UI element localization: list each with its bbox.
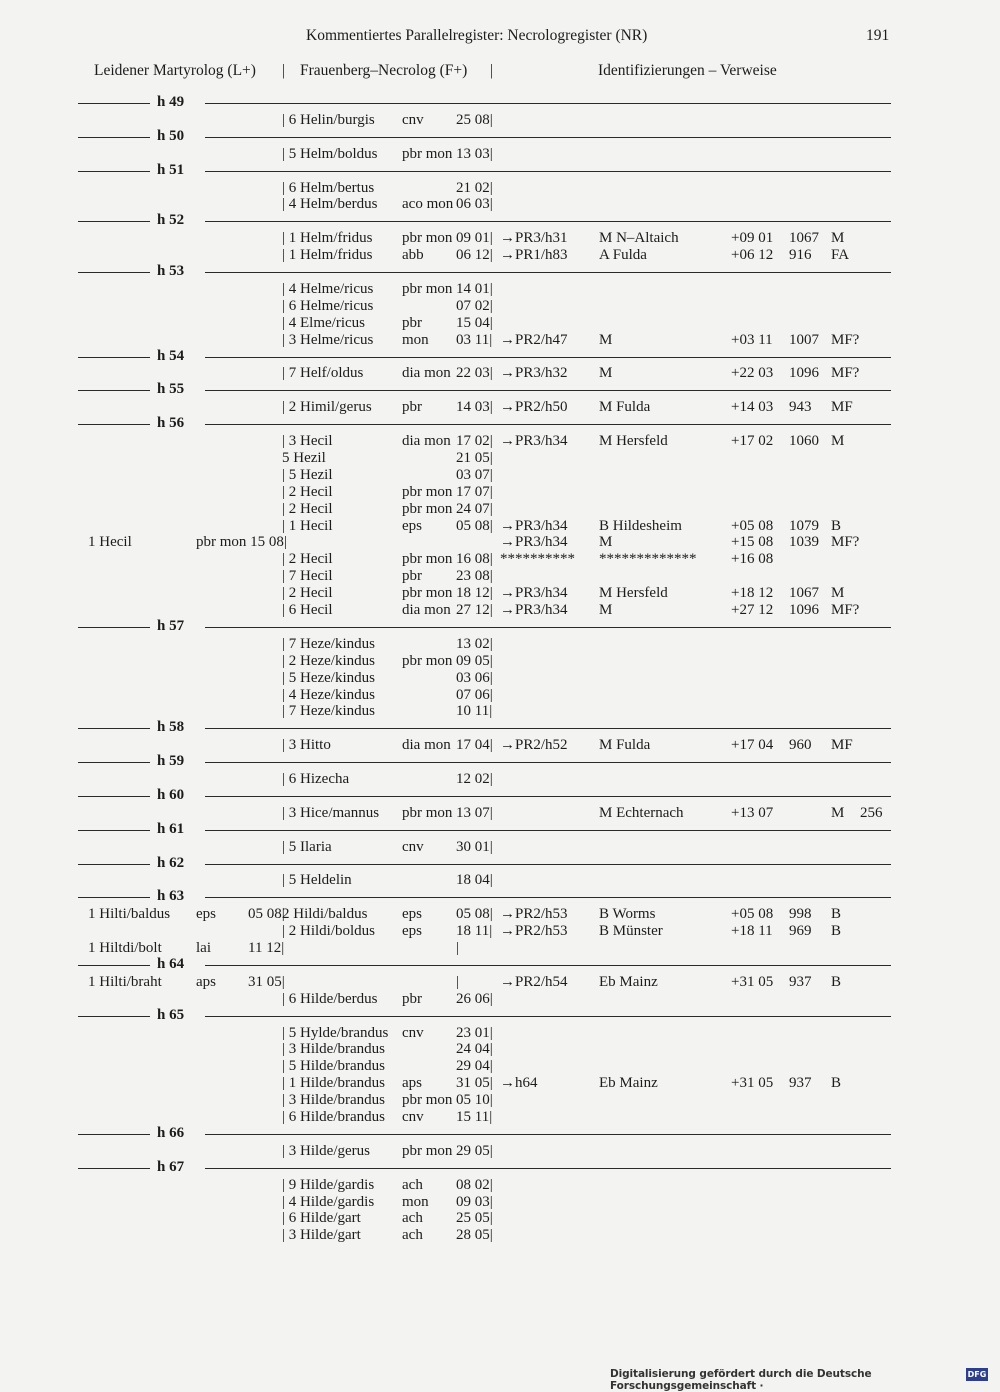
section-label: h 63 <box>157 888 185 905</box>
rule-line <box>205 864 891 865</box>
frauenberg-name: | 6 Hilde/gart <box>282 1210 361 1227</box>
death-date: +05 08 <box>731 906 774 923</box>
identification: M <box>599 365 613 382</box>
source-code: MF? <box>831 534 860 551</box>
footer-credit: Digitalisierung gefördert durch die Deutsche Forschungsgemeinschaft · <box>610 1368 872 1392</box>
death-date: +31 05 <box>731 1075 774 1092</box>
frauenberg-title: pbr mon <box>402 145 453 162</box>
section-label: h 54 <box>157 347 185 364</box>
frauenberg-title: eps <box>402 906 422 923</box>
identification: B Münster <box>599 923 663 940</box>
frauenberg-name: | 2 Hecil <box>282 483 333 500</box>
rule-line <box>78 221 150 222</box>
frauenberg-date: | <box>456 973 460 990</box>
frauenberg-name: | 2 Hecil <box>282 585 333 602</box>
frauenberg-title: pbr mon <box>402 280 453 297</box>
frauenberg-date: 25 05| <box>456 1210 493 1227</box>
identification: ************* <box>599 551 697 568</box>
cross-reference: →PR3/h32 <box>500 365 568 382</box>
identification: Eb Mainz <box>599 1075 658 1092</box>
cross-reference: →PR2/h53 <box>500 923 568 940</box>
frauenberg-name: | 6 Hilde/brandus <box>282 1109 385 1125</box>
frauenberg-date: 17 07| <box>456 483 493 500</box>
frauenberg-name: | 1 Helm/fridus <box>282 230 373 247</box>
frauenberg-name: | 7 Helf/oldus <box>282 365 364 382</box>
death-date: +17 04 <box>731 737 774 754</box>
death-year: 1079 <box>789 517 819 534</box>
frauenberg-name: | 2 Hildi/boldus <box>282 923 376 940</box>
frauenberg-name: | 5 Helm/boldus <box>282 145 378 162</box>
rule-line <box>205 357 891 358</box>
frauenberg-date: 06 12| <box>456 247 493 264</box>
frauenberg-name: | 1 Hilde/brandus <box>282 1075 385 1092</box>
identification: M <box>599 602 613 618</box>
dfg-logo: DFG <box>967 1370 987 1379</box>
frauenberg-name: | 1 Helm/fridus <box>282 247 373 264</box>
frauenberg-name: | 4 Helme/ricus <box>282 280 374 297</box>
cross-reference: →PR3/h34 <box>500 517 568 534</box>
frauenberg-date: 05 08| <box>456 517 493 534</box>
source-code: MF <box>831 399 853 416</box>
rule-line <box>205 1168 891 1169</box>
death-year: 998 <box>789 906 812 923</box>
death-year: 960 <box>789 737 812 754</box>
leiden-name: 1 Hilti/baldus <box>88 906 171 923</box>
cross-reference: →PR3/h34 <box>500 433 568 449</box>
frauenberg-date: 24 07| <box>456 500 493 517</box>
frauenberg-name: | 5 Hezil <box>282 466 333 483</box>
frauenberg-title: pbr mon <box>402 230 453 247</box>
leiden-title: pbr mon 15 08| <box>196 534 287 551</box>
frauenberg-date: | <box>456 940 460 956</box>
section-label: h 51 <box>157 161 185 178</box>
frauenberg-title: pbr mon <box>402 500 453 517</box>
death-year: 937 <box>789 1075 812 1092</box>
frauenberg-date: 03 11| <box>456 331 493 348</box>
source-code: MF <box>831 737 853 754</box>
frauenberg-date: 25 08| <box>456 111 493 128</box>
frauenberg-title: cnv <box>402 838 424 855</box>
death-date: +16 08 <box>731 551 774 568</box>
frauenberg-title: dia mon <box>402 433 451 449</box>
rule-line <box>78 965 150 966</box>
frauenberg-date: 06 03| <box>456 196 493 213</box>
identification: Eb Mainz <box>599 973 658 990</box>
death-date: +17 02 <box>731 433 774 449</box>
cross-reference: ********** <box>500 551 575 568</box>
frauenberg-date: 18 12| <box>456 585 493 602</box>
rule-line <box>205 272 891 273</box>
frauenberg-name: | 3 Hice/mannus <box>282 804 380 821</box>
leiden-name: 1 Hilti/braht <box>88 973 162 990</box>
frauenberg-date: 14 01| <box>456 280 493 297</box>
rule-line <box>78 864 150 865</box>
frauenberg-date: 16 08| <box>456 551 493 568</box>
frauenberg-name: | 6 Helin/burgis <box>282 111 375 128</box>
identification: M Fulda <box>599 737 651 754</box>
frauenberg-title: pbr <box>402 990 422 1007</box>
rule-line <box>205 103 891 104</box>
identification: M Fulda <box>599 399 651 416</box>
identification: M <box>599 534 613 551</box>
rule-line <box>78 390 150 391</box>
frauenberg-date: 03 06| <box>456 669 493 686</box>
cross-reference: →PR2/h54 <box>500 973 568 990</box>
frauenberg-name: | 7 Hecil <box>282 568 333 585</box>
section-label: h 67 <box>157 1158 185 1175</box>
source-code: B <box>831 1075 842 1092</box>
rule-line <box>78 103 150 104</box>
rule-line <box>78 424 150 425</box>
death-date: +22 03 <box>731 365 774 382</box>
frauenberg-date: 17 02| <box>456 433 493 449</box>
frauenberg-title: aps <box>402 1075 422 1092</box>
frauenberg-title: cnv <box>402 111 424 128</box>
section-label: h 57 <box>157 617 185 634</box>
frauenberg-date: 23 01| <box>456 1024 493 1041</box>
section-label: h 56 <box>157 415 185 432</box>
section-label: h 50 <box>157 127 185 144</box>
column-header-leiden: Leidener Martyrolog (L+) <box>94 62 256 79</box>
rule-line <box>205 171 891 172</box>
death-year: 1007 <box>789 331 819 348</box>
rule-line <box>205 1134 891 1135</box>
frauenberg-date: 09 01| <box>456 230 493 247</box>
frauenberg-name: | 3 Hilde/brandus <box>282 1041 385 1058</box>
frauenberg-title: pbr mon <box>402 1142 453 1159</box>
rule-line <box>78 728 150 729</box>
frauenberg-name: | 3 Hecil <box>282 433 333 449</box>
source-code: MF? <box>831 331 860 348</box>
frauenberg-name: | 7 Heze/kindus <box>282 703 375 720</box>
frauenberg-date: 31 05| <box>456 1075 493 1092</box>
cross-reference: →PR2/h47 <box>500 331 568 348</box>
frauenberg-date: 10 11| <box>456 703 493 720</box>
frauenberg-name: | 5 Ilaria <box>282 838 332 855</box>
frauenberg-title: cnv <box>402 1109 424 1125</box>
cross-reference: →PR2/h52 <box>500 737 568 754</box>
frauenberg-name: | 4 Helm/berdus <box>282 196 378 213</box>
frauenberg-title: cnv <box>402 1024 424 1041</box>
frauenberg-title: pbr mon <box>402 483 453 500</box>
cross-reference: →h64 <box>500 1075 538 1092</box>
frauenberg-date: 13 03| <box>456 145 493 162</box>
leiden-title: lai <box>196 940 211 956</box>
frauenberg-title: pbr <box>402 399 422 416</box>
death-date: +27 12 <box>731 602 774 618</box>
rule-line <box>78 1168 150 1169</box>
section-label: h 53 <box>157 263 185 279</box>
frauenberg-name: | 6 Hilde/berdus <box>282 990 378 1007</box>
frauenberg-name: | 6 Helme/ricus <box>282 297 374 314</box>
frauenberg-title: pbr mon <box>402 585 453 602</box>
cross-reference: →PR2/h50 <box>500 399 568 416</box>
frauenberg-title: dia mon <box>402 737 451 754</box>
death-date: +13 07 <box>731 804 774 821</box>
source-code: MF? <box>831 602 860 618</box>
rule-line <box>78 627 150 628</box>
frauenberg-title: eps <box>402 923 422 940</box>
frauenberg-date: 17 04| <box>456 737 493 754</box>
death-year: 916 <box>789 247 812 264</box>
identification: B Worms <box>599 906 656 923</box>
frauenberg-name: | 3 Hilde/gerus <box>282 1142 370 1159</box>
frauenberg-title: pbr mon <box>402 652 453 669</box>
page-number: 191 <box>866 27 890 44</box>
rule-line <box>205 897 891 898</box>
cross-reference: →PR1/h83 <box>500 247 568 264</box>
rule-line <box>205 796 891 797</box>
identification: A Fulda <box>599 247 647 264</box>
cross-reference: →PR3/h31 <box>500 230 568 247</box>
death-year: 1039 <box>789 534 819 551</box>
death-date: +15 08 <box>731 534 774 551</box>
rule-line <box>78 762 150 763</box>
death-date: +03 11 <box>731 331 773 348</box>
frauenberg-date: 08 02| <box>456 1176 493 1193</box>
frauenberg-name: | 3 Helme/ricus <box>282 331 374 348</box>
death-date: +18 11 <box>731 923 773 940</box>
frauenberg-name: | 5 Hilde/brandus <box>282 1058 385 1075</box>
rule-line <box>205 221 891 222</box>
frauenberg-title: dia mon <box>402 365 451 382</box>
frauenberg-name: 2 Hildi/baldus <box>282 906 368 923</box>
rule-line <box>78 830 150 831</box>
frauenberg-title: pbr <box>402 314 422 331</box>
section-label: h 64 <box>157 955 185 972</box>
section-label: h 60 <box>157 786 185 803</box>
rule-line <box>205 830 891 831</box>
frauenberg-name: | 1 Hecil <box>282 517 333 534</box>
frauenberg-name: | 6 Hizecha <box>282 771 350 787</box>
frauenberg-date: 05 08| <box>456 906 493 923</box>
source-code: B <box>831 973 842 990</box>
death-date: +09 01 <box>731 230 774 247</box>
frauenberg-name: | 5 Heldelin <box>282 872 352 889</box>
death-year: 943 <box>789 399 812 416</box>
frauenberg-name: 5 Hezil <box>282 449 326 466</box>
frauenberg-name: | 5 Hylde/brandus <box>282 1024 389 1041</box>
frauenberg-name: | 3 Hitto <box>282 737 331 754</box>
frauenberg-name: | 2 Heze/kindus <box>282 652 375 669</box>
leiden-name: 1 Hecil <box>88 534 132 551</box>
frauenberg-date: 13 02| <box>456 635 493 652</box>
section-label: h 58 <box>157 719 185 736</box>
source-code: M <box>831 585 845 602</box>
rule-line <box>78 137 150 138</box>
frauenberg-name: | 2 Himil/gerus <box>282 399 372 416</box>
leiden-date: 11 12| <box>248 940 285 956</box>
leiden-title: eps <box>196 906 216 923</box>
frauenberg-title: ach <box>402 1227 423 1244</box>
death-year: 937 <box>789 973 812 990</box>
rule-line <box>205 137 891 138</box>
source-code: B <box>831 517 842 534</box>
rule-line <box>205 390 891 391</box>
death-year: 1096 <box>789 602 819 618</box>
frauenberg-title: ach <box>402 1176 423 1193</box>
column-header-frauenberg: Frauenberg–Necrolog (F+) <box>300 62 468 79</box>
frauenberg-name: | 6 Helm/bertus <box>282 179 375 196</box>
death-year: 1067 <box>789 230 819 247</box>
frauenberg-name: | 3 Hilde/gart <box>282 1227 361 1244</box>
frauenberg-title: eps <box>402 517 422 534</box>
leiden-title: aps <box>196 973 216 990</box>
death-year: 1067 <box>789 585 819 602</box>
rule-line <box>205 965 891 966</box>
cross-reference: →PR2/h53 <box>500 906 568 923</box>
page-title: Kommentiertes Parallelregister: Necrologregister (NR) <box>306 27 648 44</box>
frauenberg-title: aco mon <box>402 196 454 213</box>
frauenberg-name: | 7 Heze/kindus <box>282 635 375 652</box>
frauenberg-name: | 6 Hecil <box>282 602 333 618</box>
rule-line <box>205 728 891 729</box>
frauenberg-name: | 4 Elme/ricus <box>282 314 365 331</box>
leiden-date: 31 05| <box>248 973 285 990</box>
rule-line <box>205 762 891 763</box>
frauenberg-date: 29 05| <box>456 1142 493 1159</box>
frauenberg-date: 05 10| <box>456 1092 493 1109</box>
section-label: h 61 <box>157 820 185 837</box>
death-date: +31 05 <box>731 973 774 990</box>
identification: M Hersfeld <box>599 433 668 449</box>
rule-line <box>78 796 150 797</box>
frauenberg-date: 12 02| <box>456 771 493 787</box>
rule-line <box>78 272 150 273</box>
frauenberg-title: pbr mon <box>402 804 453 821</box>
source-code: M <box>831 804 845 821</box>
death-date: +05 08 <box>731 517 774 534</box>
rule-line <box>78 357 150 358</box>
frauenberg-date: 26 06| <box>456 990 493 1007</box>
section-label: h 52 <box>157 212 185 229</box>
frauenberg-date: 24 04| <box>456 1041 493 1058</box>
frauenberg-name: | 3 Hilde/brandus <box>282 1092 385 1109</box>
frauenberg-title: ach <box>402 1210 423 1227</box>
frauenberg-name: | 4 Hilde/gardis <box>282 1193 375 1210</box>
identification: M Hersfeld <box>599 585 668 602</box>
frauenberg-title: pbr mon <box>402 551 453 568</box>
frauenberg-date: 07 06| <box>456 686 493 703</box>
frauenberg-name: | 2 Hecil <box>282 500 333 517</box>
frauenberg-name: | 9 Hilde/gardis <box>282 1176 375 1193</box>
rule-line <box>78 1134 150 1135</box>
leiden-date: 05 08| <box>248 906 285 923</box>
cross-reference: →PR3/h34 <box>500 534 568 551</box>
death-year: 969 <box>789 923 812 940</box>
frauenberg-date: 27 12| <box>456 602 493 618</box>
rule-line <box>78 897 150 898</box>
rule-line <box>78 171 150 172</box>
rule-line <box>205 627 891 628</box>
frauenberg-date: 21 05| <box>456 449 493 466</box>
cross-reference: →PR3/h34 <box>500 585 568 602</box>
column-separator: | <box>282 62 286 79</box>
frauenberg-date: 14 03| <box>456 399 493 416</box>
frauenberg-date: 09 03| <box>456 1193 493 1210</box>
frauenberg-date: 23 08| <box>456 568 493 585</box>
frauenberg-date: 07 02| <box>456 297 493 314</box>
frauenberg-date: 15 04| <box>456 314 493 331</box>
death-date: +14 03 <box>731 399 774 416</box>
extra-reference: 256 <box>860 804 883 821</box>
frauenberg-title: pbr <box>402 568 422 585</box>
section-label: h 62 <box>157 854 185 871</box>
frauenberg-date: 18 11| <box>456 923 493 940</box>
death-date: +06 12 <box>731 247 774 264</box>
frauenberg-date: 18 04| <box>456 872 493 889</box>
frauenberg-date: 22 03| <box>456 365 493 382</box>
frauenberg-date: 13 07| <box>456 804 493 821</box>
section-label: h 49 <box>157 94 185 110</box>
frauenberg-title: abb <box>402 247 424 264</box>
frauenberg-date: 21 02| <box>456 179 493 196</box>
identification: B Hildesheim <box>599 517 682 534</box>
identification: M <box>599 331 613 348</box>
death-year: 1096 <box>789 365 819 382</box>
frauenberg-date: 09 05| <box>456 652 493 669</box>
frauenberg-date: 03 07| <box>456 466 493 483</box>
frauenberg-name: | 5 Heze/kindus <box>282 669 375 686</box>
frauenberg-title: mon <box>402 331 429 348</box>
section-label: h 55 <box>157 381 185 398</box>
frauenberg-name: | 4 Heze/kindus <box>282 686 375 703</box>
source-code: M <box>831 433 845 449</box>
rule-line <box>205 1016 891 1017</box>
section-label: h 66 <box>157 1124 185 1141</box>
identification: M Echternach <box>599 804 684 821</box>
frauenberg-title: pbr mon <box>402 1092 453 1109</box>
source-code: B <box>831 906 842 923</box>
frauenberg-name: | 2 Hecil <box>282 551 333 568</box>
frauenberg-title: mon <box>402 1193 429 1210</box>
frauenberg-date: 28 05| <box>456 1227 493 1244</box>
source-code: M <box>831 230 845 247</box>
leiden-name: 1 Hiltdi/bolt <box>88 940 162 956</box>
column-header-identifications: Identifizierungen – Verweise <box>598 62 777 79</box>
death-year: 1060 <box>789 433 819 449</box>
frauenberg-date: 30 01| <box>456 838 493 855</box>
death-date: +18 12 <box>731 585 774 602</box>
cross-reference: →PR3/h34 <box>500 602 568 618</box>
source-code: FA <box>831 247 850 264</box>
source-code: B <box>831 923 842 940</box>
section-label: h 65 <box>157 1006 185 1023</box>
source-code: MF? <box>831 365 860 382</box>
frauenberg-date: 29 04| <box>456 1058 493 1075</box>
frauenberg-date: 15 11| <box>456 1109 493 1125</box>
column-separator: | <box>490 62 494 79</box>
rule-line <box>78 1016 150 1017</box>
frauenberg-title: dia mon <box>402 602 451 618</box>
section-label: h 59 <box>157 753 185 770</box>
rule-line <box>205 424 891 425</box>
identification: M N–Altaich <box>599 230 679 247</box>
